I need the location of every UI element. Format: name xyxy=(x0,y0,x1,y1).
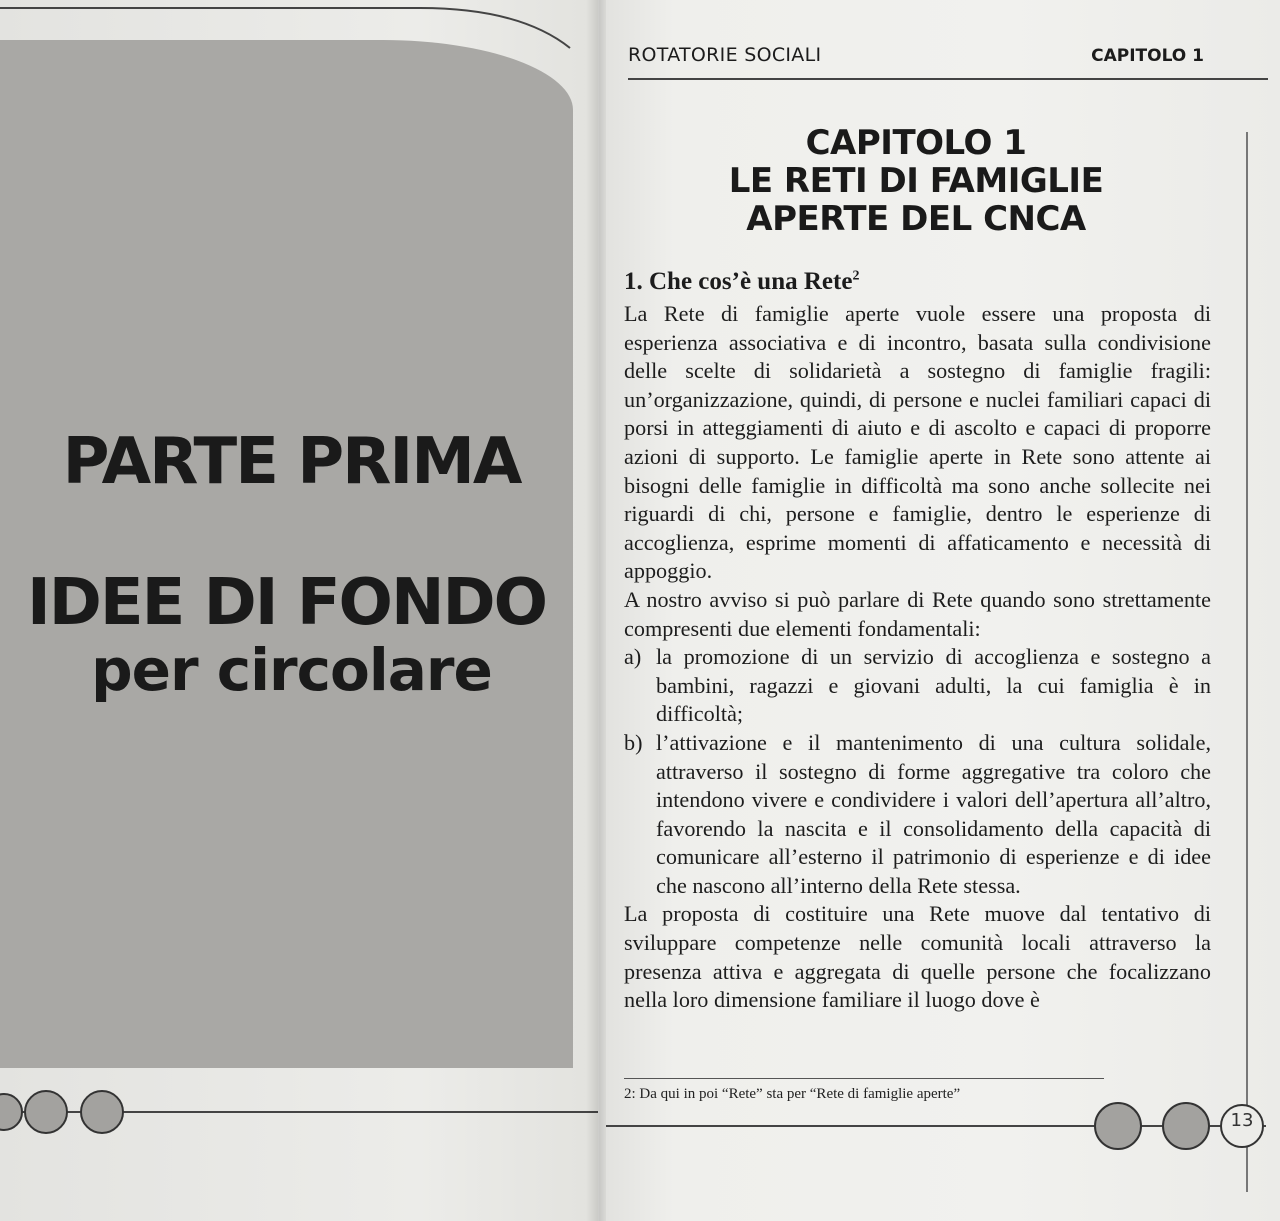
running-head-rule xyxy=(628,78,1268,80)
part-subtitle-line1: IDEE DI FONDO xyxy=(26,566,547,640)
left-footer-ornament xyxy=(0,1080,598,1160)
chapter-title-line2: APERTE DEL CNCA xyxy=(746,199,1086,239)
ornament-dot xyxy=(25,1091,67,1133)
list-item-a-label: a) xyxy=(624,644,642,670)
chapter-number: CAPITOLO 1 xyxy=(805,123,1027,163)
running-head-title: ROTATORIE SOCIALI xyxy=(628,44,822,66)
section-title-text: 1. Che cos’è una Rete xyxy=(624,268,853,295)
list-item-b xyxy=(624,729,1211,901)
body-text xyxy=(624,300,1211,1015)
right-footer-ornament xyxy=(606,1080,1280,1170)
running-head xyxy=(628,42,1210,72)
chapter-title-line1: LE RETI DI FAMIGLIE xyxy=(728,161,1104,201)
footnote-ref: 2 xyxy=(852,268,860,284)
ornament-dot xyxy=(81,1091,123,1133)
list-item-b-label: b) xyxy=(624,729,643,755)
ornament-dot xyxy=(1095,1103,1141,1149)
footnote-rule xyxy=(624,1078,1104,1079)
part-title-block xyxy=(0,420,573,702)
right-page xyxy=(606,0,1280,1221)
ornament-dot xyxy=(1163,1103,1209,1149)
section-title xyxy=(624,268,859,296)
paragraph-2: A nostro avviso si può parlare di Rete quando sono strettamente compresenti due elementi fondamentali: xyxy=(624,586,1211,641)
paragraph-3: La proposta di costituire una Rete muove dal tentativo di sviluppare competenze nelle comunità locali attraverso la presenza attiva e aggregata di quelle persone che focalizzano nella loro dimensione familiare il luogo dove è xyxy=(624,901,1211,1013)
footnote: 2: Da qui in poi “Rete” sta per “Rete di famiglie aperte” xyxy=(624,1086,961,1102)
part-subtitle-line2: per circolare xyxy=(91,636,492,704)
paragraph-1: La Rete di famiglie aperte vuole essere una proposta di esperienza associativa e di incontro, basata sulla condivisione delle scelte di solidarietà a sostegno di famiglie fragili: un’organizzazione, quindi, di persone e nuclei familiari capaci di porsi in atteggiamenti di aiuto e di ascolto e capaci di proporre azioni di supporto. Le famiglie aperte in Rete sono attente ai bisogni delle famiglie in difficoltà ma sono anche sollecite nei riguardi di chi, persone e famiglie, dentro le esperienze di accoglienza, esprime momenti di affaticamento e necessità di appoggio. xyxy=(624,301,1211,584)
ornament-dot xyxy=(0,1094,22,1130)
running-head-chapter: CAPITOLO 1 xyxy=(1091,46,1204,66)
list-item-a-text: la promozione di un servizio di accoglienza e sostegno a bambini, ragazzi e giovani adulti, la cui famiglia è in difficoltà; xyxy=(656,644,1211,727)
page-number: 13 xyxy=(1230,1110,1254,1131)
list-item-b-text: l’attivazione e il mantenimento di una cultura solidale, attraverso il sostegno di forme aggregative tra coloro che intendono vivere e condividere i valori dell’apertura all’altro, favorendo la nascita e il consolidamento della capacità di comunicare all’esterno il patrimonio di esperienze e di idee che nascono all’interno della Rete stessa. xyxy=(656,729,1211,898)
right-margin-rule xyxy=(1246,132,1248,1192)
left-page xyxy=(0,0,598,1221)
list-item-a xyxy=(624,643,1211,729)
chapter-heading xyxy=(686,124,1146,238)
part-title: PARTE PRIMA xyxy=(62,425,521,499)
